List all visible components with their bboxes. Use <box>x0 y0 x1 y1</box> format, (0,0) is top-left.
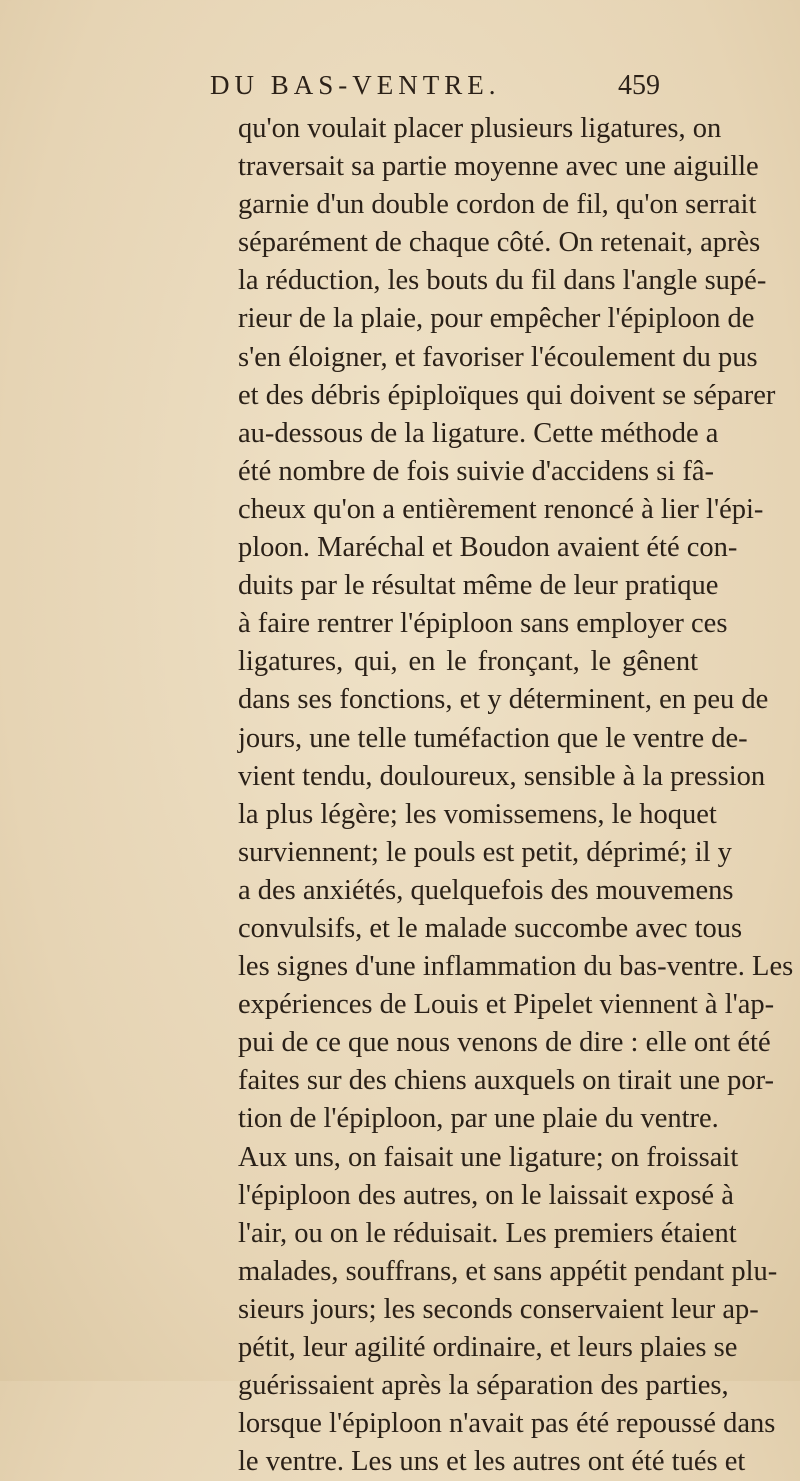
text-line: l'épiploon des autres, on le laissait exposé à <box>238 1179 734 1211</box>
text-line: été nombre de fois suivie d'accidens si fâ- <box>238 455 715 487</box>
text-line: rieur de la plaie, pour empêcher l'épiploon de <box>238 303 755 335</box>
text-line: cheux qu'on a entièrement renoncé à lier l'épi- <box>238 493 764 525</box>
text-line: expériences de Louis et Pipelet viennent à l'ap- <box>238 989 775 1021</box>
text-line: garnie d'un double cordon de fil, qu'on serrait <box>238 189 757 221</box>
text-line: ligatures, qui, en le fronçant, le gênent <box>238 646 698 678</box>
text-line: lorsque l'épiploon n'avait pas été repoussé dans <box>238 1408 776 1440</box>
text-line: les signes d'une inflammation du bas-ventre. Les <box>238 951 794 983</box>
page-number: 459 <box>618 70 660 101</box>
text-line: tion de l'épiploon, par une plaie du ventre. <box>238 1103 719 1135</box>
text-line: s'en éloigner, et favoriser l'écoulement du pus <box>238 341 758 373</box>
text-line: a des anxiétés, quelquefois des mouvemens <box>238 874 734 906</box>
text-line: pui de ce que nous venons de dire : elle ont été <box>238 1027 771 1059</box>
text-line: à faire rentrer l'épiploon sans employer ces <box>238 608 728 640</box>
text-line: traversait sa partie moyenne avec une aiguille <box>238 151 759 183</box>
text-line: la réduction, les bouts du fil dans l'angle supé- <box>238 265 767 297</box>
text-line: malades, souffrans, et sans appétit pendant plu- <box>238 1255 778 1287</box>
text-line: jours, une telle tuméfaction que le ventre de- <box>238 722 748 754</box>
text-line: faites sur des chiens auxquels on tirait une por- <box>238 1065 775 1097</box>
text-line: surviennent; le pouls est petit, déprimé; il y <box>238 836 732 868</box>
text-line: qu'on voulait placer plusieurs ligatures, on <box>238 113 722 144</box>
text-line: dans ses fonctions, et y déterminent, en peu de <box>238 684 769 716</box>
body-text <box>238 110 794 1481</box>
text-line: séparément de chaque côté. On retenait, après <box>238 227 761 259</box>
text-line: sieurs jours; les seconds conservaient leur ap- <box>238 1293 759 1325</box>
text-line: la plus légère; les vomissemens, le hoquet <box>238 798 717 830</box>
text-line: pétit, leur agilité ordinaire, et leurs plaies se <box>238 1332 738 1363</box>
text-line: vient tendu, douloureux, sensible à la pression <box>238 760 766 792</box>
text-line: guérissaient après la séparation des parties, <box>238 1370 729 1402</box>
page-header <box>210 70 660 110</box>
text-line: et des débris épiploïques qui doivent se séparer <box>238 379 776 411</box>
running-title: DU BAS-VENTRE. <box>210 70 501 100</box>
text-line: l'air, ou on le réduisait. Les premiers étaient <box>238 1217 737 1249</box>
text-line: Aux uns, on faisait une ligature; on froissait <box>238 1141 739 1173</box>
text-line: au-dessous de la ligature. Cette méthode a <box>238 417 719 449</box>
text-line: ploon. Maréchal et Boudon avaient été con- <box>238 532 738 564</box>
text-line: le ventre. Les uns et les autres ont été tués et <box>238 1446 746 1478</box>
text-line: convulsifs, et le malade succombe avec tous <box>238 912 743 944</box>
text-line: duits par le résultat même de leur pratique <box>238 570 719 602</box>
